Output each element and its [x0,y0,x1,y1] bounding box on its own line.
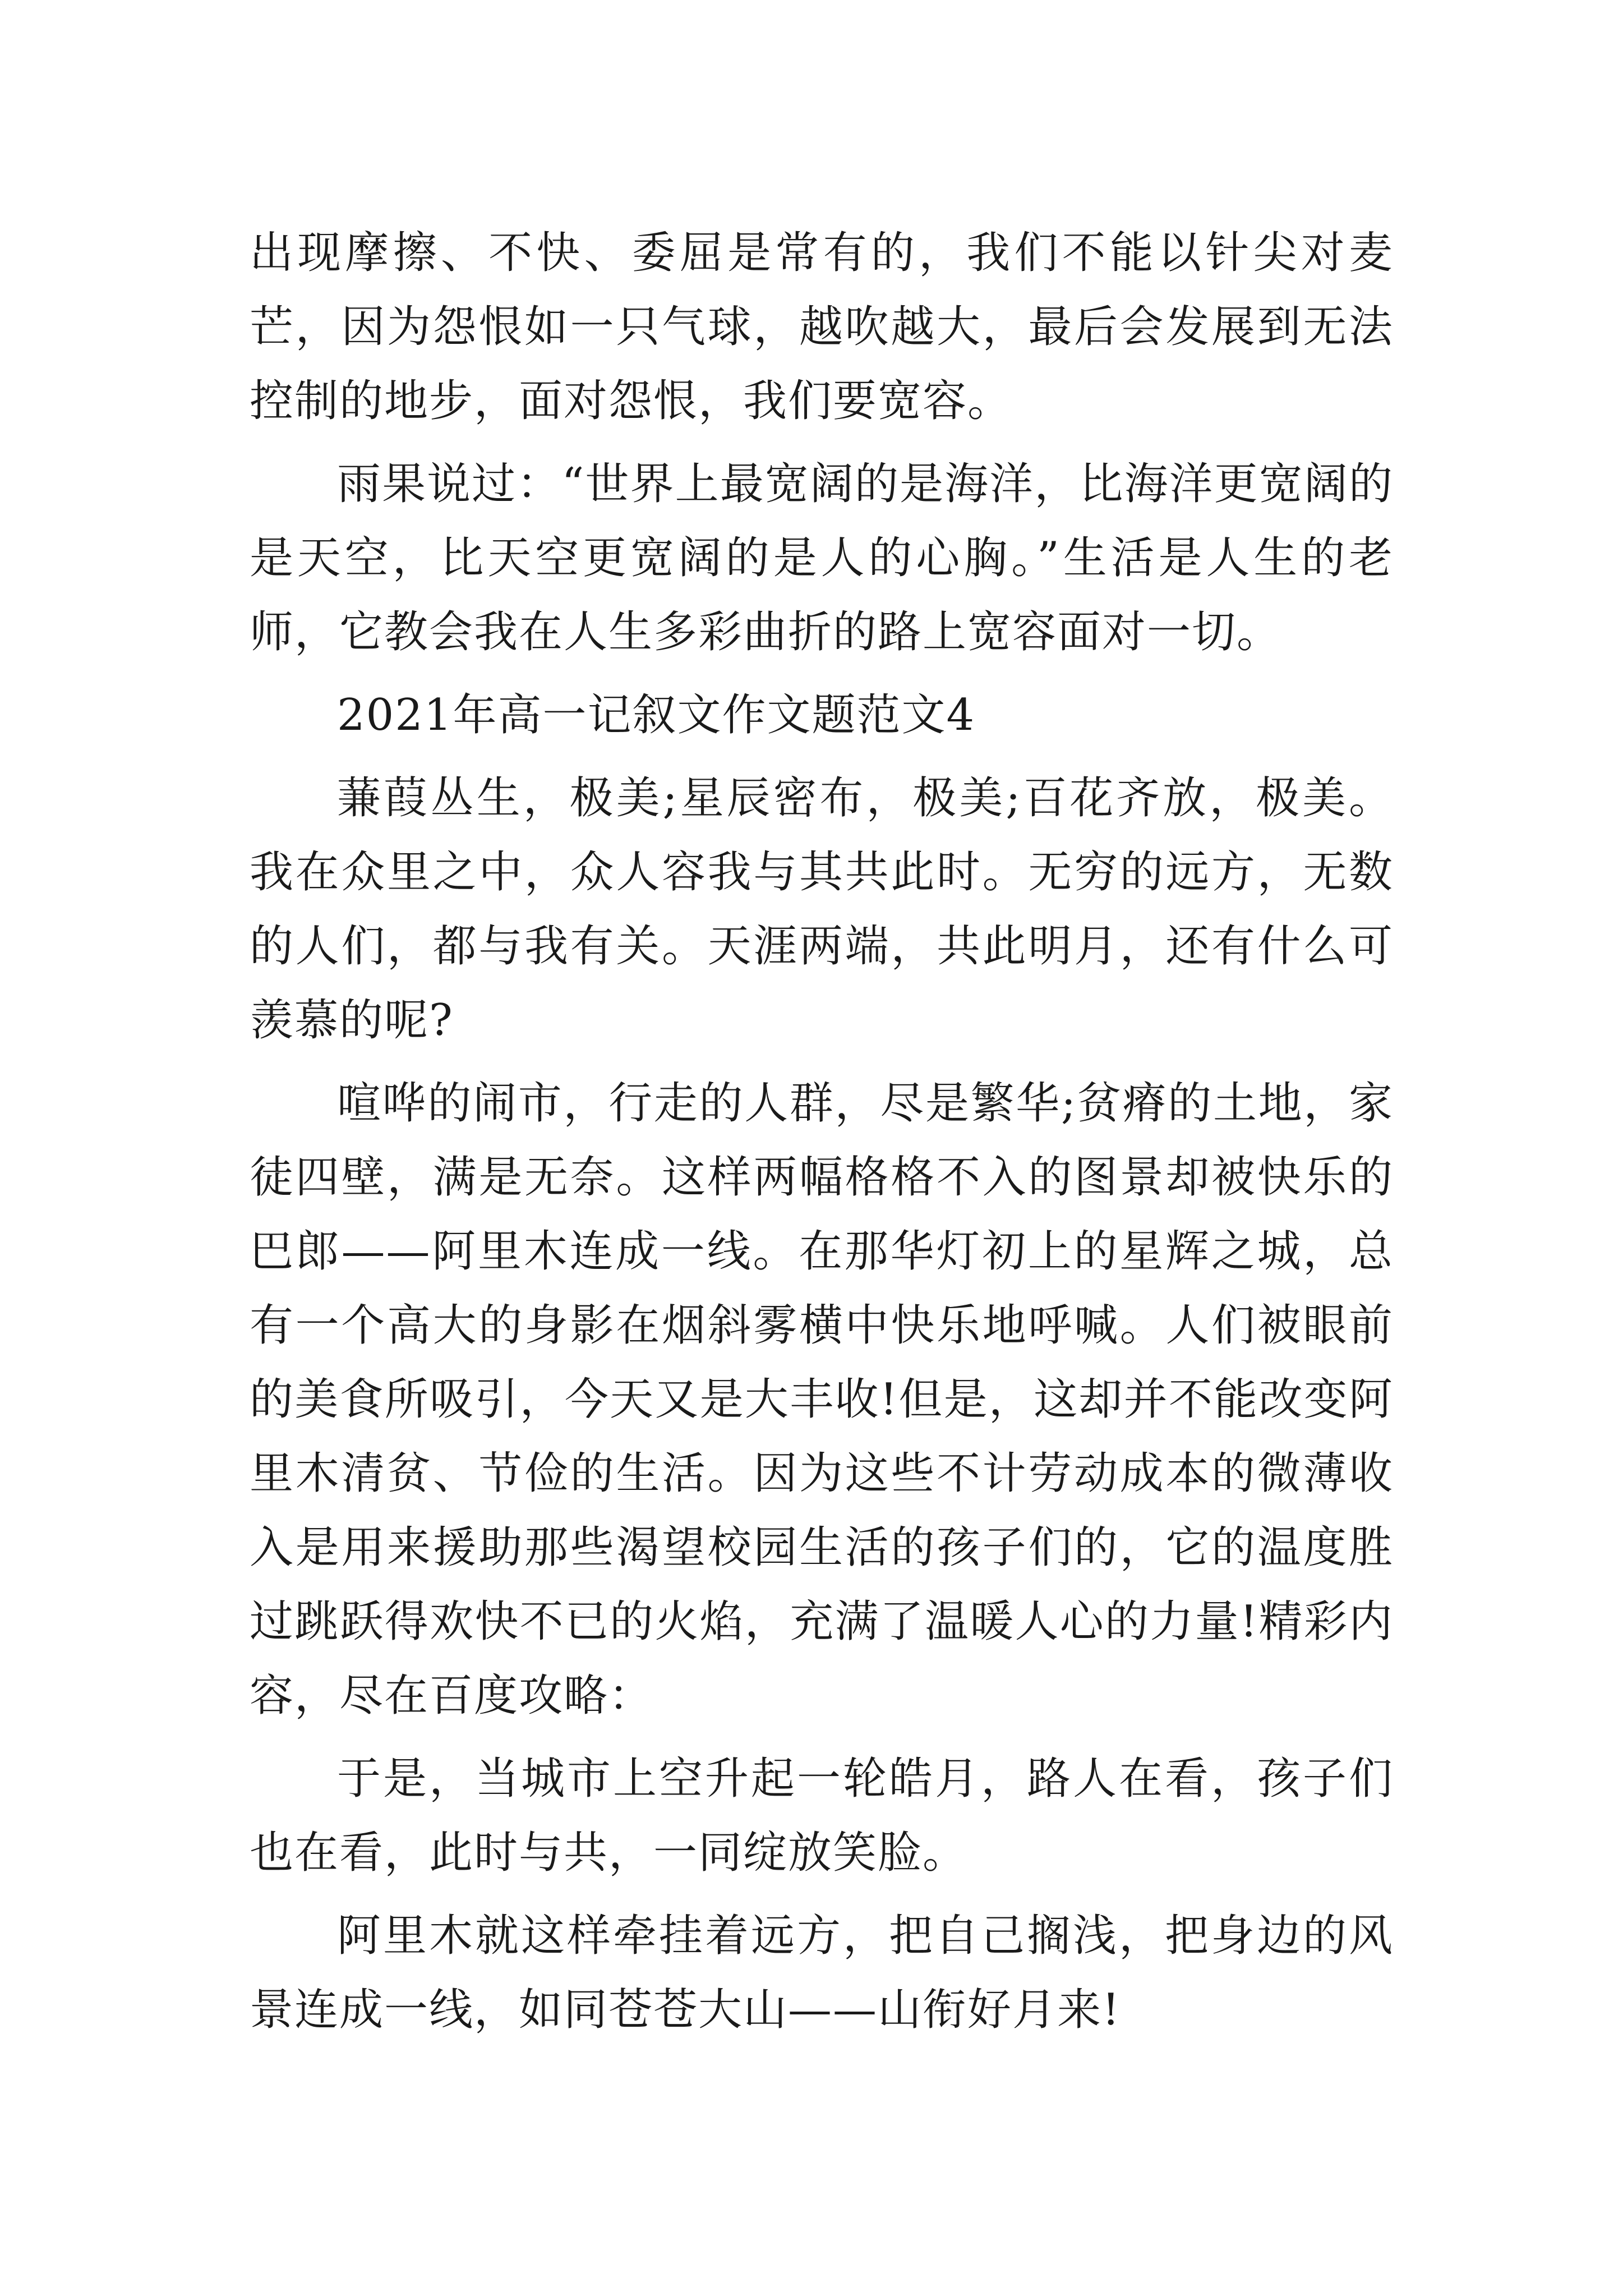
section-heading: 2021年高一记叙文作文题范文4 [337,690,976,740]
paragraph-moonrise: 于是，当城市上空升起一轮皓月，路人在看，孩子们也在看，此时与共，一同绽放笑脸。 [250,1754,1394,1878]
paragraph-jianjia: 蒹葭丛生，极美;星辰密布，极美;百花齐放，极美。我在众里之中，众人容我与其共此时。无穷的远方，无数的人们，都与我有关。天涯两端，共此明月，还有什么可羡慕的呢? [250,773,1394,1046]
paragraph-alimu-story: 喧哗的闹市，行走的人群，尽是繁华;贫瘠的土地，家徒四壁，满是无奈。这样两幅格格不入的图景却被快乐的巴郎——阿里木连成一线。在那华灯初上的星辉之城，总有一个高大的身影在烟斜雾横中快乐地呼喊。人们被眼前的美食所吸引，今天又是大丰收!但是，这却并不能改变阿里木清贫、节俭的生活。因为这些不计劳动成本的微薄收入是用来援助那些渴望校园生活的孩子们的，它的温度胜过跳跃得欢快不已的火焰，充满了温暖人心的力量!精彩内容，尽在百度攻略： [250,1078,1394,1721]
paragraph-continuation: 出现摩擦、不快、委屈是常有的，我们不能以针尖对麦芒，因为怨恨如一只气球，越吹越大，最后会发展到无法控制的地步，面对怨恨，我们要宽容。 [250,228,1394,426]
paragraph-conclusion: 阿里木就这样牵挂着远方，把自己搁浅，把身边的风景连成一线，如同苍苍大山——山衔好月来! [250,1911,1394,2035]
document-body [250,216,1394,2056]
paragraph-hugo-quote: 雨果说过：“世界上最宽阔的是海洋，比海洋更宽阔的是天空，比天空更宽阔的是人的心胸。”生活是人生的老师，它教会我在人生多彩曲折的路上宽容面对一切。 [250,459,1394,657]
